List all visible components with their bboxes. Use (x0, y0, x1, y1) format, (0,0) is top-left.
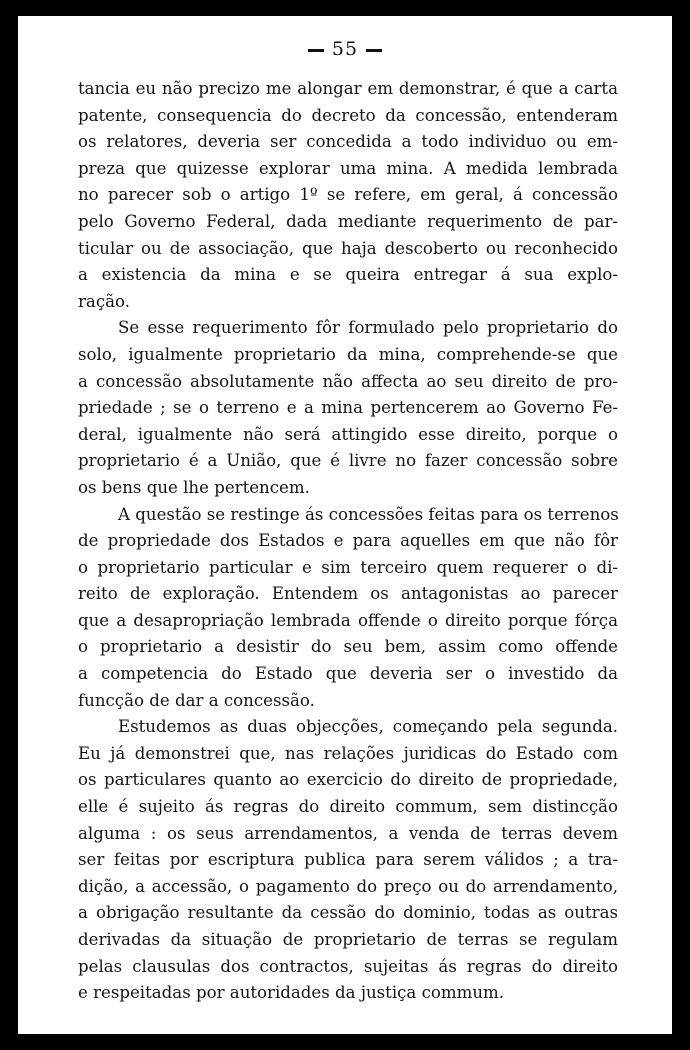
text-line: alguma : os seus arrendamentos, a venda de terras devem (78, 823, 618, 843)
text-line: pelo Governo Federal, dada mediante requerimento de par- (78, 211, 618, 231)
text-line: a competencia do Estado que deveria ser o investido da (78, 664, 618, 684)
text-line: Eu já demonstrei que, nas relações juridicas do Estado com (78, 743, 618, 763)
text-line: ração. (78, 291, 130, 311)
text-line: reito de exploração. Entendem os antagonistas ao parecer (78, 584, 618, 604)
text-line: os relatores, deveria ser concedida a todo individuo ou em- (78, 132, 618, 152)
text-line: ticular ou de associação, que haja descoberto ou reconhecido (78, 238, 618, 258)
text-line: pelas clausulas dos contractos, sujeitas ás regras do direito (78, 956, 618, 976)
text-line: ser feitas por escriptura publica para serem válidos ; a tra- (78, 850, 618, 870)
text-line: os bens que lhe pertencem. (78, 477, 310, 497)
page-number: 55 (331, 38, 359, 60)
book-page (18, 16, 672, 1034)
text-line: deral, igualmente não será attingido esse direito, porque o (78, 424, 618, 444)
text-line: priedade ; se o terreno e a mina pertencerem ao Governo Fe- (78, 398, 618, 418)
text-line: a concessão absolutamente não affecta ao seu direito de pro- (78, 371, 618, 391)
text-line: o proprietario a desistir do seu bem, assim como offende (78, 637, 618, 657)
text-line: solo, igualmente proprietario da mina, comprehende-se que (78, 344, 618, 364)
left-dash (308, 49, 324, 52)
text-line: elle é sujeito ás regras do direito commum, sem distincção (78, 797, 618, 817)
text-line: que a desapropriação lembrada offende o direito porque fórça (78, 610, 618, 630)
text-line: preza que quizesse explorar uma mina. A medida lembrada (78, 158, 618, 178)
body-text (78, 76, 618, 1007)
text-line: funcção de dar a concessão. (78, 690, 315, 710)
text-line: patente, consequencia do decreto da concessão, entenderam (78, 105, 618, 125)
text-line: tancia eu não precizo me alongar em demonstrar, é que a carta (78, 79, 618, 98)
text-line: os particulares quanto ao exercicio do direito de propriedade, (78, 770, 618, 790)
text-line: A questão se restinge ás concessões feitas para os terrenos (118, 504, 619, 524)
text-line: no parecer sob o artigo 1º se refere, em geral, á concessão (78, 185, 618, 205)
text-line: dição, a accessão, o pagamento do preço ou do arrendamento, (78, 876, 618, 896)
text-line: e respeitadas por autoridades da justiça commum. (78, 983, 505, 1003)
text-line: Estudemos as duas objecções, começando pela segunda. (118, 717, 618, 737)
text-line: derivadas da situação de proprietario de terras se regulam (78, 930, 618, 949)
text-line: a obrigação resultante da cessão do dominio, todas as outras (78, 903, 618, 923)
page-number-header (18, 38, 672, 60)
text-line: proprietario é a União, que é livre no fazer concessão sobre (78, 451, 618, 471)
right-dash (366, 49, 382, 52)
text-line: a existencia da mina e se queira entregar á sua explo- (78, 265, 618, 285)
text-line: Se esse requerimento fôr formulado pelo proprietario do (118, 318, 618, 338)
text-line: o proprietario particular e sim terceiro quem requerer o di- (78, 557, 618, 577)
text-line: de propriedade dos Estados e para aquelles em que não fôr (78, 531, 618, 551)
